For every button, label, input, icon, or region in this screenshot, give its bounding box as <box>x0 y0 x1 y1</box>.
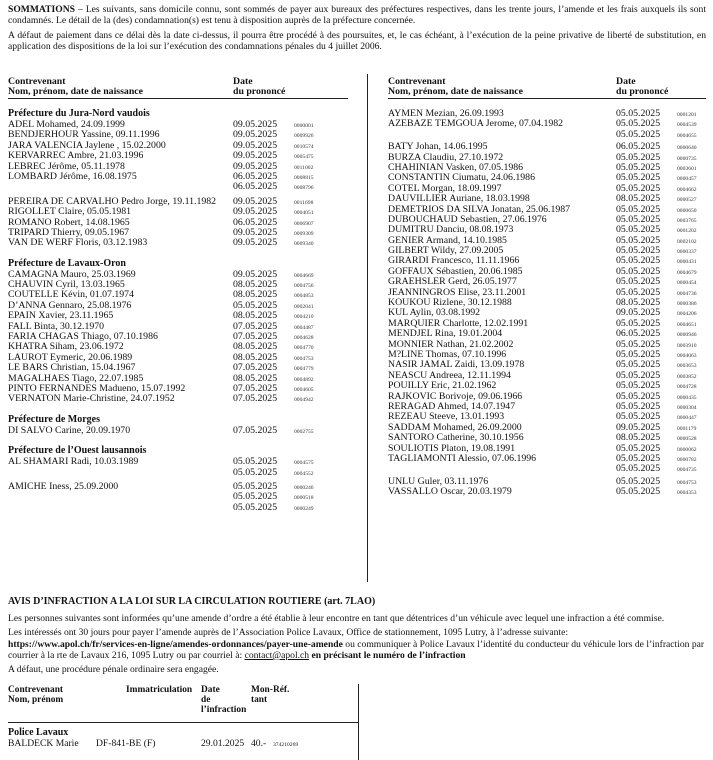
list-item <box>8 207 348 217</box>
contrevenant-name: DUMITRU Danciu, 08.08.1973 <box>388 224 514 236</box>
infraction-montant: 40.- <box>251 738 267 749</box>
contrevenant-name: RIGOLLET Claire, 05.05.1981 <box>8 206 132 218</box>
reference-number: 0004779 <box>294 366 314 373</box>
contrevenant-name: LE BARS Christian, 15.04.1967 <box>8 362 136 374</box>
contrevenant-name: TRIPARD Thierry, 09.05.1967 <box>8 226 130 238</box>
reference-number: 0004892 <box>294 376 314 383</box>
contrevenant-name: NEASCU Andreea, 12.11.1994 <box>388 369 511 381</box>
infraction-row <box>8 738 358 750</box>
date-value: 05.05.2025 <box>616 442 661 454</box>
contrevenant-name: AMICHE Iness, 25.09.2000 <box>8 480 119 492</box>
date-value: 08.05.2025 <box>616 432 661 444</box>
contrevenant-name: ADEL Mohamed, 24.09.1999 <box>8 119 125 130</box>
date-value: 05.05.2025 <box>233 491 278 503</box>
contrevenant-name: MENDJEL Rina, 19.01.2004 <box>388 328 503 340</box>
reference-number: 0005475 <box>294 154 314 161</box>
date-value: 05.05.2025 <box>616 338 661 350</box>
ih-montant: Mon- tant <box>251 685 273 705</box>
date-value: 05.05.2025 <box>616 265 661 277</box>
list-item <box>8 238 348 248</box>
date-value: 05.05.2025 <box>616 369 661 381</box>
reference-number: 0000735 <box>677 155 697 162</box>
contrevenant-name: BENDJERHOUR Yassine, 09.11.1996 <box>8 129 160 141</box>
date-value: 05.05.2025 <box>233 501 278 513</box>
reference-number: 0004655 <box>677 132 697 139</box>
reference-number: 0002041 <box>294 303 314 310</box>
prefecture-title: Préfecture de Lavaux-Oron <box>8 257 126 269</box>
date-value: 08.05.2025 <box>233 341 278 353</box>
contrevenant-name: REZEAU Steeve, 13.01.1993 <box>388 411 505 423</box>
list-item <box>388 487 706 497</box>
date-prononce <box>233 394 277 404</box>
date-value: 05.05.2025 <box>233 299 278 311</box>
contrevenant-name: FARIA CHAGAS Thiago, 07.10.1986 <box>8 331 158 343</box>
contrevenant-name: EPAIN Xavier, 23.11.1965 <box>8 310 114 322</box>
reference-numbers <box>294 458 314 479</box>
contrevenant-name: DEMETRIOS DA SILVA Jonatan, 25.06.1987 <box>388 203 571 215</box>
date-value: 05.05.2025 <box>616 349 661 360</box>
date-value: 05.05.2025 <box>616 234 661 246</box>
contrevenant-name: BATY Johan, 14.06.1995 <box>388 141 488 153</box>
date-prononce <box>233 172 277 193</box>
date-value: 09.05.2025 <box>233 195 278 207</box>
date-value: 05.05.2025 <box>233 480 278 492</box>
contrevenant-name: AZEBAZE TEMGOUA Jerome, 07.04.1982 <box>388 118 564 130</box>
date-value: 05.05.2025 <box>616 172 661 184</box>
reference-number: 0004942 <box>294 397 314 404</box>
date-value: 05.05.2025 <box>616 390 661 402</box>
contrevenant-name: DUBOUCHAUD Sebastien, 27.06.1976 <box>388 213 547 225</box>
contrevenant-name: LOMBARD Jérôme, 16.08.1975 <box>8 170 137 182</box>
reference-number: 0009340 <box>294 241 314 248</box>
reference-number: 0004605 <box>294 387 314 393</box>
reference-number: 0004735 <box>677 467 697 474</box>
date-value: 09.05.2025 <box>616 421 661 433</box>
date-value: 05.05.2025 <box>233 456 278 468</box>
intro-heading: SOMMATIONS <box>8 4 75 15</box>
reference-number: 0004575 <box>294 460 314 467</box>
reference-number: 0001179 <box>677 425 697 432</box>
reference-number: 0004651 <box>677 321 697 328</box>
infraction-section-title: Police Lavaux <box>8 727 69 738</box>
reference-number: 0001201 <box>677 112 697 118</box>
date-value: 05.05.2025 <box>616 213 661 225</box>
reference-number: 0000454 <box>677 280 697 287</box>
contrevenant-name: GILBERT Wildy, 27.09.2005 <box>388 245 504 257</box>
date-value: 07.05.2025 <box>233 393 278 405</box>
contrevenant-name: CONSTANTIN Ciumatu, 24.06.1986 <box>388 172 535 184</box>
contrevenant-name: SANTORO Catherine, 30.10.1956 <box>388 432 524 444</box>
date-value: 07.05.2025 <box>233 320 278 332</box>
reference-number: 0004853 <box>294 293 314 300</box>
prefecture-title: Préfecture de l’Ouest lausannois <box>8 445 147 457</box>
date-value: 05.05.2025 <box>616 224 661 236</box>
date-value: 05.05.2025 <box>616 245 661 257</box>
date-value: 05.05.2025 <box>616 463 661 475</box>
reference-numbers <box>677 455 697 476</box>
date-value: 08.05.2025 <box>233 351 278 363</box>
reference-number: 0004753 <box>294 355 314 362</box>
date-value: 09.05.2025 <box>233 160 278 172</box>
date-value: 06.05.2025 <box>616 141 661 153</box>
reference-number: 0004728 <box>677 384 697 391</box>
intro-text-1: – Les suivants, sans domicile connu, sont sommés de payer aux bureaux des préfectures respectives, dans les trente jours, l’amende et les frais auxquels ils sont condamnés. Le détail de la (des) condamnation(s) est tenu à disposition auprès de la préfecture concernée. <box>8 4 706 27</box>
contrevenant-name: GOFFAUX Sébastien, 20.06.1985 <box>388 265 523 277</box>
date-value: 05.05.2025 <box>616 255 661 267</box>
date-prononce <box>233 238 277 248</box>
list-item <box>388 194 706 204</box>
prefecture-title: Préfecture de Morges <box>8 413 100 425</box>
reference-number: 0000001 <box>294 123 314 129</box>
reference-number: 0000447 <box>677 415 697 422</box>
header-contrevenant: Contrevenant Nom, prénom, date de naissance <box>8 76 143 97</box>
list-item <box>8 457 348 478</box>
infraction-divider <box>358 684 359 760</box>
reference-number: 0004669 <box>294 272 314 279</box>
reference-numbers <box>294 427 314 437</box>
reference-number: 0003765 <box>677 217 697 224</box>
contrevenant-name: POUILLY Eric, 21.02.1962 <box>388 380 497 392</box>
date-value: 08.05.2025 <box>233 310 278 322</box>
date-value: 08.05.2025 <box>616 193 661 205</box>
list-item <box>8 172 348 193</box>
ih-contrevenant: Contrevenant Nom, prénom <box>8 685 64 705</box>
contrevenant-name: UNLU Guler, 03.11.1976 <box>388 475 489 487</box>
date-value: 08.05.2025 <box>233 372 278 384</box>
contact-email-link[interactable]: contact@apol.ch <box>244 649 310 661</box>
reference-number: 0004353 <box>677 490 697 497</box>
date-prononce <box>616 487 660 497</box>
contrevenant-name: NASIR JAMAL Zaidi, 13.09.1978 <box>388 359 525 371</box>
date-value: 07.05.2025 <box>233 331 278 343</box>
prefecture-title: Préfecture du Jura-Nord vaudois <box>8 108 150 119</box>
reference-number: 0000337 <box>677 249 697 256</box>
contrevenant-name: FALL Binta, 30.12.1970 <box>8 320 105 332</box>
contrevenant-name: DI SALVO Carine, 20.09.1970 <box>8 424 131 436</box>
date-value: 05.05.2025 <box>616 128 661 140</box>
reference-number: 0000640 <box>677 145 697 152</box>
avis-title: AVIS D’INFRACTION A LA LOI SUR LA CIRCULATION ROUTIERE (art. 7LAO) <box>8 596 376 607</box>
contrevenant-name: AYMEN Mezian, 26.09.1993 <box>388 108 504 119</box>
date-value: 08.05.2025 <box>233 289 278 301</box>
reference-number: 0001202 <box>677 228 697 235</box>
infraction-immat: DF-841-BE (F) <box>96 738 156 749</box>
reference-numbers <box>677 488 697 498</box>
reference-number: 0003852 <box>677 373 697 380</box>
contrevenant-name: KOUKOU Rizlene, 30.12.1988 <box>388 297 512 309</box>
reference-number: 0000431 <box>677 259 697 266</box>
reference-number: 0004679 <box>677 269 697 276</box>
reference-numbers <box>294 395 314 405</box>
reference-number: 0004210 <box>294 314 314 321</box>
date-value: 09.05.2025 <box>233 150 278 162</box>
date-value: 05.05.2025 <box>616 182 661 194</box>
contrevenant-name: AL SHAMARI Radi, 10.03.1989 <box>8 456 139 468</box>
contrevenant-name: JARA VALENCIA Jaylene , 15.02.2000 <box>8 139 166 151</box>
reference-number: 0000782 <box>677 456 697 463</box>
reference-number: 0000528 <box>677 436 697 443</box>
date-value: 09.05.2025 <box>233 129 278 141</box>
list-item <box>8 426 348 436</box>
date-value: 07.05.2025 <box>233 424 278 436</box>
date-value: 05.05.2025 <box>616 380 661 392</box>
reference-number: 0003653 <box>677 363 697 370</box>
reference-number: 0004552 <box>294 470 314 477</box>
contrevenant-name: TAGLIAMONTI Alessio, 07.06.1996 <box>388 452 537 464</box>
contrevenant-name: KERVARREC Ambre, 21.03.1996 <box>8 150 144 162</box>
date-value: 05.05.2025 <box>616 400 661 412</box>
reference-number: 0011698 <box>294 199 314 206</box>
left-sections <box>8 108 348 513</box>
reference-number: 0000518 <box>294 495 314 502</box>
contrevenant-name: VASSALLO Oscar, 20.03.1979 <box>388 486 512 498</box>
infraction-rows <box>8 738 358 750</box>
contrevenant-name: CAMAGNA Mauro, 25.03.1969 <box>8 268 136 280</box>
date-value: 09.05.2025 <box>233 226 278 238</box>
contrevenant-name: JEANNINGROS Elise, 23.11.2001 <box>388 286 527 298</box>
reference-number: 0000249 <box>294 505 314 512</box>
avis-paragraph-1: Les personnes suivantes sont informées qu’une amende d’ordre a été établie à leur encontre en tant que détentrices d’un véhicule avec lequel une infraction a été commise. <box>8 613 665 625</box>
reference-number: 0000527 <box>677 197 697 204</box>
date-value: 05.05.2025 <box>616 359 661 371</box>
reference-number: 0009309 <box>294 230 314 237</box>
contrevenant-name: VAN DE WERF Floris, 03.12.1983 <box>8 237 148 249</box>
avis-paragraph-2: Les intéressés ont 30 jours pour payer l’amende auprès de l’Association Police Lavaux, Office de stationnement, 1095 Lutry, à l’adresse suivante: https://www.apol.ch/fr/services-en-ligne/amendes-ordonnances/payer-une-amende ou communiquer à Police Lavaux l’identité du conducteur du véhicule lors de l’infraction par courrier à la rte de Lavaux 216, 1095 Lutry ou par courriel à: contact@apol.ch en précisant le numéro de l’infraction <box>8 627 705 661</box>
contrevenant-name: CHAUVIN Cyril, 13.03.1965 <box>8 279 125 291</box>
date-prononce <box>233 426 277 436</box>
reference-number: 0004662 <box>677 186 697 193</box>
reference-number: 0004756 <box>294 283 314 290</box>
date-value: 06.05.2025 <box>616 328 661 340</box>
date-value: 05.05.2025 <box>616 161 661 173</box>
date-value: 05.05.2025 <box>616 118 661 130</box>
date-value: 05.05.2025 <box>616 475 661 487</box>
sommations-intro <box>8 4 706 56</box>
contrevenant-name: GIRARDI Francesco, 11.11.1966 <box>388 255 520 267</box>
date-prononce <box>233 207 277 217</box>
reference-number: 0011002 <box>294 164 314 171</box>
ih-date: Date de l’infraction <box>201 685 247 715</box>
column-divider <box>367 74 368 582</box>
intro-paragraph-2: A défaut de paiement dans ce délai dès la date ci-dessus, il pourra être procédé à des poursuites, et, le cas échéant, à l’exécution de la peine privative de liberté de substitution, en application des dispositions de la loi sur l’exécution des condamnations pénales du 4 juillet 2006. <box>8 29 706 53</box>
reference-numbers <box>294 239 314 249</box>
reference-number: 0004206 <box>677 311 697 318</box>
date-value: 05.05.2025 <box>616 452 661 464</box>
reference-number: 0004051 <box>294 210 314 217</box>
list-item <box>8 482 348 513</box>
contrevenant-name: MARQUIER Charlotte, 12.02.1991 <box>388 317 529 329</box>
contrevenant-name: SADDAM Mohamed, 26.09.2000 <box>388 421 522 433</box>
date-value: 08.05.2025 <box>233 279 278 291</box>
date-prononce <box>616 194 660 204</box>
infraction-date: 29.01.2025 <box>201 738 245 749</box>
date-value: 09.05.2025 <box>616 307 661 319</box>
list-item <box>8 151 348 161</box>
date-value: 06.05.2025 <box>233 170 278 182</box>
right-column-header <box>388 76 706 99</box>
contrevenant-name: M?LINE Thomas, 07.10.1996 <box>388 349 507 360</box>
date-value: 05.05.2025 <box>616 151 661 163</box>
reference-number: 0004753 <box>677 479 697 486</box>
reference-number: 0010574 <box>294 143 314 150</box>
contrevenant-name: GENIER Armand, 14.10.1985 <box>388 234 507 246</box>
contrevenant-name: KUL Aylin, 03.08.1992 <box>388 307 481 319</box>
reference-number: 0000650 <box>677 207 697 214</box>
reference-number: 0008796 <box>294 185 314 192</box>
date-value: 07.05.2025 <box>233 362 278 374</box>
date-prononce <box>616 119 660 140</box>
date-value: 05.05.2025 <box>616 317 661 329</box>
reference-number: 0004487 <box>294 324 314 331</box>
reference-number: 0000946 <box>677 332 697 339</box>
reference-number: 0004736 <box>677 290 697 297</box>
reference-number: 0006907 <box>294 220 314 227</box>
reference-numbers <box>677 120 697 141</box>
header-date: Date du prononcé <box>233 76 286 97</box>
list-item <box>388 381 706 391</box>
reference-number: 0004539 <box>677 122 697 129</box>
contrevenant-name: MAGALHAES Tiago, 22.07.1985 <box>8 372 144 384</box>
reference-number: 0000246 <box>294 484 314 491</box>
right-column <box>388 76 706 497</box>
header-date: Date du prononcé <box>616 76 669 97</box>
reference-number: 0003601 <box>677 165 697 172</box>
date-value: 05.05.2025 <box>616 276 661 288</box>
contrevenant-name: PINTO FERNANDES Madueno, 15.07.1992 <box>8 383 186 394</box>
left-column <box>8 76 348 513</box>
date-value: 06.05.2025 <box>233 216 278 228</box>
date-value: 09.05.2025 <box>233 237 278 249</box>
avis-infraction <box>8 596 708 678</box>
header-contrevenant: Contrevenant Nom, prénom, date de naissance <box>388 76 523 97</box>
date-value: 05.05.2025 <box>233 466 278 478</box>
avis-paragraph-3: A défaut, une procédure pénale ordinaire sera engagée. <box>8 664 219 676</box>
date-value: 09.05.2025 <box>233 206 278 218</box>
date-value: 09.05.2025 <box>233 268 278 280</box>
ih-ref: Réf. <box>273 685 290 695</box>
date-prononce <box>233 482 277 513</box>
intro-paragraph-1 <box>8 4 706 27</box>
infraction-table-header <box>8 686 358 723</box>
contrevenant-name: RERAGAD Ahmed, 14.07.1947 <box>388 400 516 412</box>
reference-number: 0003910 <box>677 342 697 349</box>
infraction-table <box>8 686 358 750</box>
date-value: 08.05.2025 <box>616 297 661 309</box>
list-item <box>388 433 706 443</box>
reference-number: 0009926 <box>294 133 314 140</box>
reference-numbers <box>294 483 314 514</box>
contrevenant-name: COTEL Morgan, 18.09.1997 <box>388 182 502 194</box>
date-prononce <box>616 433 660 443</box>
contrevenant-name: MONNIER Nathan, 21.02.2002 <box>388 338 514 350</box>
reference-numbers <box>294 173 314 194</box>
contrevenant-name: RAJKOVIC Borivoje, 09.06.1966 <box>388 390 523 402</box>
date-value: 05.05.2025 <box>616 203 661 215</box>
infraction-name: BALDECK Marie <box>8 738 79 749</box>
date-value: 05.05.2025 <box>616 486 661 498</box>
contrevenant-name: COUTELLE Kévin, 01.07.1974 <box>8 289 134 301</box>
contrevenant-name: CHAHINIAN Vasken, 07.05.1986 <box>388 161 524 173</box>
contrevenant-name: GRAEHSLER Gerd, 26.05.1977 <box>388 276 517 288</box>
reference-number: 0002755 <box>294 428 314 435</box>
reference-number: 0000304 <box>677 404 697 411</box>
reference-number: 0004063 <box>677 353 697 359</box>
date-value: 07.05.2025 <box>233 383 278 394</box>
reference-number: 0000435 <box>677 394 697 401</box>
left-column-header <box>8 76 348 99</box>
list-item <box>388 454 706 475</box>
reference-number: 0004770 <box>294 345 314 352</box>
right-rows <box>388 109 706 497</box>
contrevenant-name: DAUVILLIER Auriane, 18.03.1998 <box>388 193 530 205</box>
ih-immatriculation: Immatriculation <box>126 685 193 695</box>
reference-number: 0004628 <box>294 335 314 342</box>
contrevenant-name: LAUROT Eymeric, 20.06.1989 <box>8 351 133 363</box>
date-value: 09.05.2025 <box>233 119 278 130</box>
payment-url[interactable]: https://www.apol.ch/fr/services-en-ligne/amendes-ordonnances/payer-une-amende <box>8 638 343 650</box>
date-prononce <box>233 457 277 478</box>
reference-number: 0002102 <box>677 238 697 245</box>
contrevenant-name: LEBREC Jérôme, 05.11.1978 <box>8 160 125 172</box>
date-value: 05.05.2025 <box>616 108 661 119</box>
reference-number: 0000062 <box>677 446 697 453</box>
contrevenant-name: PEREIRA DE CARVALHO Pedro Jorge, 19.11.1982 <box>8 195 217 207</box>
contrevenant-name: KHATRA Siham, 23.06.1972 <box>8 341 124 353</box>
date-value: 06.05.2025 <box>233 181 278 193</box>
contrevenant-name: BURZA Claudiu, 27.10.1972 <box>388 151 504 163</box>
contrevenant-name: VERNATON Marie-Christine, 24.07.1952 <box>8 393 175 405</box>
date-value: 05.05.2025 <box>616 411 661 423</box>
reference-number: 0000457 <box>677 176 697 183</box>
list-item <box>388 119 706 140</box>
date-prononce <box>616 454 660 475</box>
date-value: 05.05.2025 <box>616 286 661 298</box>
infraction-ref: 374210269 <box>273 742 299 748</box>
reference-number: 0000386 <box>677 301 697 308</box>
date-value: 09.05.2025 <box>233 139 278 151</box>
contrevenant-name: ROMANO Robert, 14.08.1965 <box>8 216 130 228</box>
contrevenant-name: SOULIOTIS Platon, 19.08.1991 <box>388 442 516 454</box>
reference-number: 0008815 <box>294 174 314 181</box>
list-item <box>8 394 348 404</box>
contrevenant-name: D’ANNA Gennaro, 25.08.1976 <box>8 299 132 311</box>
